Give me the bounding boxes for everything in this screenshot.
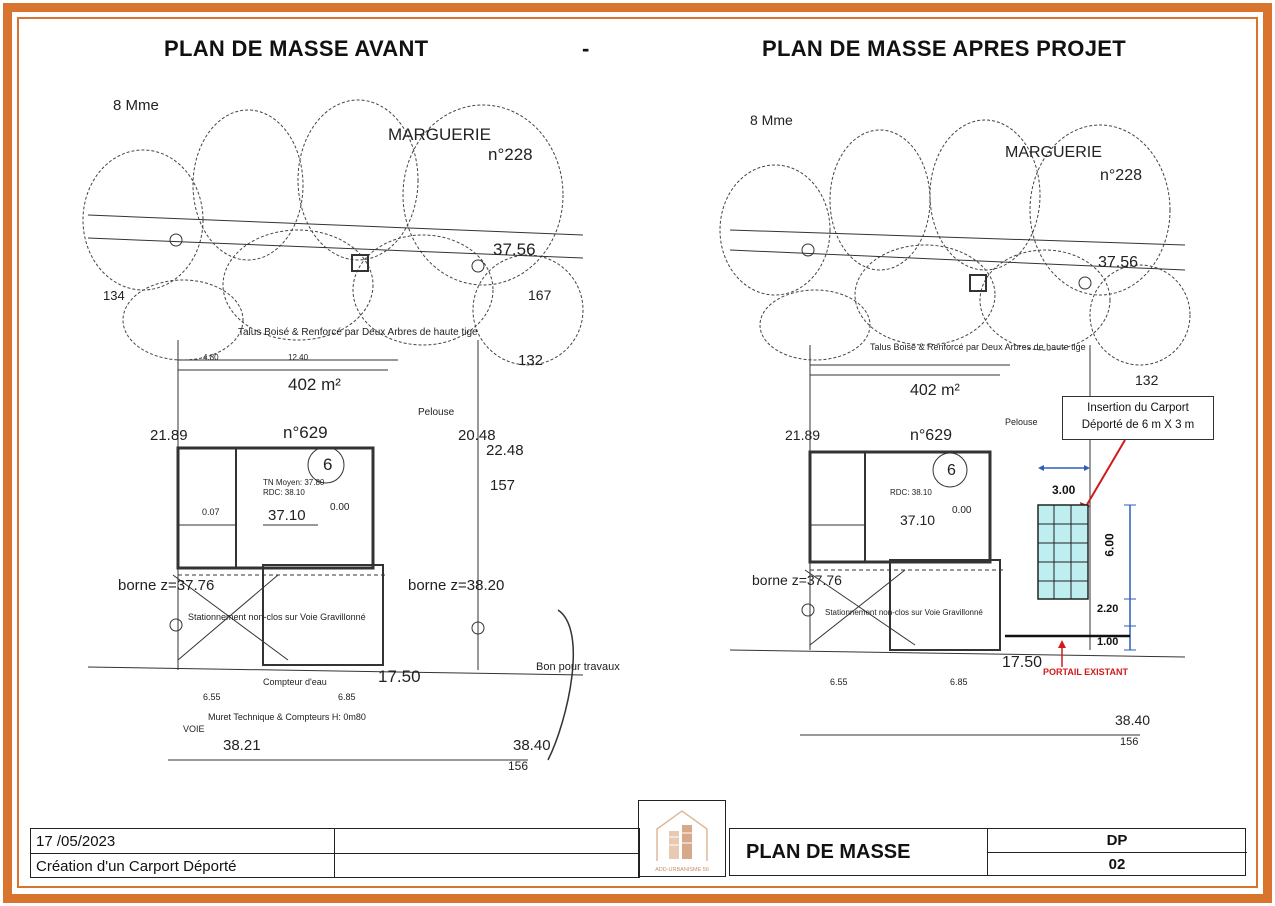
carport-width-label: 3.00 [1052,483,1076,497]
label-d-2189: 21.89 [150,427,188,444]
label-muret: Muret Technique & Compteurs H: 0m80 [208,712,366,722]
label-n132: 132 [518,352,544,369]
label-n6: 6 [947,462,956,479]
label-d-655: 6.55 [203,692,221,702]
label-n156: 156 [508,759,529,773]
label-n167: 167 [528,287,552,303]
doc-title: PLAN DE MASSE [746,841,911,863]
label-d-685: 6.85 [950,677,968,687]
label-rdc: RDC: 38.10 [890,488,932,497]
title-plan-avant: PLAN DE MASSE AVANT [164,36,429,61]
label-signature: Bon pour travaux [536,661,620,673]
label-pelouse: Pelouse [418,407,455,418]
plan-avant-drawing [88,70,620,790]
label-alt-3710: 37.10 [268,507,306,524]
label-rdc: RDC: 38.10 [263,488,305,497]
label-voie: VOIE [183,724,205,734]
logo-box [638,800,726,877]
label-alt-3840: 38.40 [1115,712,1151,728]
carport-offset-label: 1.00 [1097,636,1119,648]
label-alt-1750: 17.50 [1002,654,1043,671]
label-alt-3840: 38.40 [513,737,551,754]
label-alt-3710: 37.10 [900,512,936,528]
portail-existant-label: PORTAIL EXISTANT [1043,667,1129,677]
label-n6: 6 [323,455,333,474]
doc-code: DP [1106,832,1128,849]
label-n134: 134 [103,288,125,303]
label-d-685: 6.85 [338,692,356,702]
label-compteur: Compteur d'eau [263,677,327,687]
cartouche-project: Création d'un Carport Déporté [36,858,237,875]
label-n228: n°228 [1100,167,1142,184]
label-alt-3756: 37.56 [493,240,536,259]
label-n156: 156 [1120,736,1139,748]
label-d-480: 4.80 [203,353,219,362]
label-surface: 402 m² [288,375,341,394]
label-parking: Stationnement non-clos sur Voie Gravillonné [188,612,366,622]
title-plan-apres: PLAN DE MASSE APRES PROJET [762,36,1126,61]
tree-canopy-group [83,100,583,365]
label-alt-1750: 17.50 [378,667,421,686]
logo-building-icon [639,801,725,876]
label-talus: Talus Boisé & Renforcé par Deux Arbres de haute tige [238,327,478,338]
label-d-1240: 12.40 [288,353,309,362]
cartouche-date: 17 /05/2023 [36,833,116,850]
label-d-2048: 20.48 [458,427,496,444]
cartouche-left [30,828,640,878]
label-borne-2: borne z=37.76 [118,577,215,594]
label-alt-000: 0.00 [952,505,972,516]
label-alt-000: 0.00 [330,502,350,513]
carport-footprint [1038,505,1088,599]
label-alt-3756: 37.56 [1098,254,1139,271]
carport-annotation [1030,430,1150,670]
label-n157: 157 [490,477,516,494]
label-tn-moyen: TN Moyen: 37.80 [263,478,325,487]
label-n629: n°629 [910,427,952,444]
label-n228: n°228 [488,145,533,164]
title-separator: - [582,36,590,61]
label-street: MARGUERIE [1005,144,1102,161]
label-mme: 8 Mme [113,97,159,114]
label-borne-2: borne z=37.76 [752,572,842,588]
label-borne-1: borne z=38.20 [408,577,505,594]
cartouche-right [729,828,1246,876]
label-alt-007: 0.07 [202,507,220,517]
carport-callout-text: Insertion du Carport Déporté de 6 m X 3 m [1081,402,1195,431]
label-mme: 8 Mme [750,112,793,128]
label-street: MARGUERIE [388,125,491,144]
label-talus: Talus Boisé & Renforcé par Deux Arbres de haute tige [870,342,1086,352]
label-surface: 402 m² [910,382,960,399]
carport-gap-label: 2.20 [1097,603,1119,615]
label-d-2348: 22.48 [486,442,524,459]
label-pelouse: Pelouse [1005,417,1038,427]
doc-number: 02 [1108,856,1126,873]
label-parking: Stationnement non-clos sur Voie Gravillonné [825,608,983,617]
label-d-655: 6.55 [830,677,848,687]
label-alt-3821: 38.21 [223,737,261,754]
label-n629: n°629 [283,423,328,442]
label-n132: 132 [1135,372,1159,388]
label-d-2189: 21.89 [785,427,821,443]
carport-length-label: 6.00 [1102,533,1117,557]
logo-text: ADD-URBANISME 56 [655,867,709,873]
